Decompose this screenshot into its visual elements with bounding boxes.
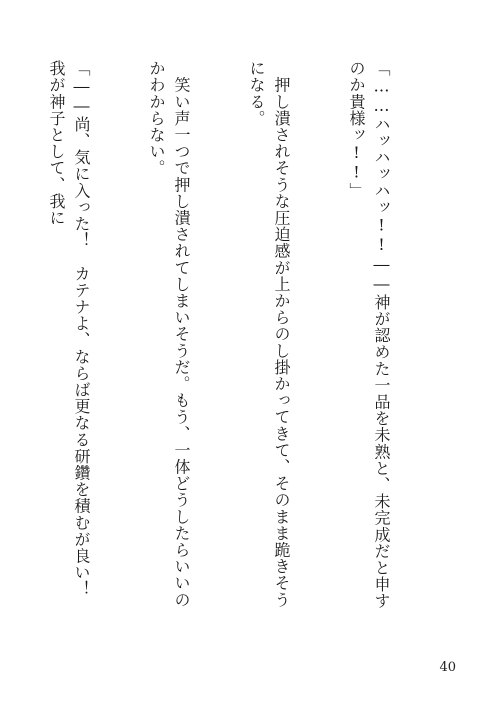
vertical-text-body [0, 60, 444, 620]
text-line: 「――尚、気に入った！ カテナよ、ならば更なる研鑽を積むが良い！ 我が神子として、我に [47, 60, 91, 614]
page-number: 40 [439, 660, 456, 675]
text-line: 押し潰されそうな圧迫感が上からのし掛かってきて、そのまま跪きそうになる。 [247, 60, 291, 608]
text-line: 「……ハッハッハッ!!――神が認めた一品を未熟と、未完成だと申すのか貴様ッ!!」 [347, 60, 391, 610]
text-line: 笑い声一つで押し潰されてしまいそうだ。もう、一体どうしたらいいのかわからない。 [147, 60, 191, 608]
